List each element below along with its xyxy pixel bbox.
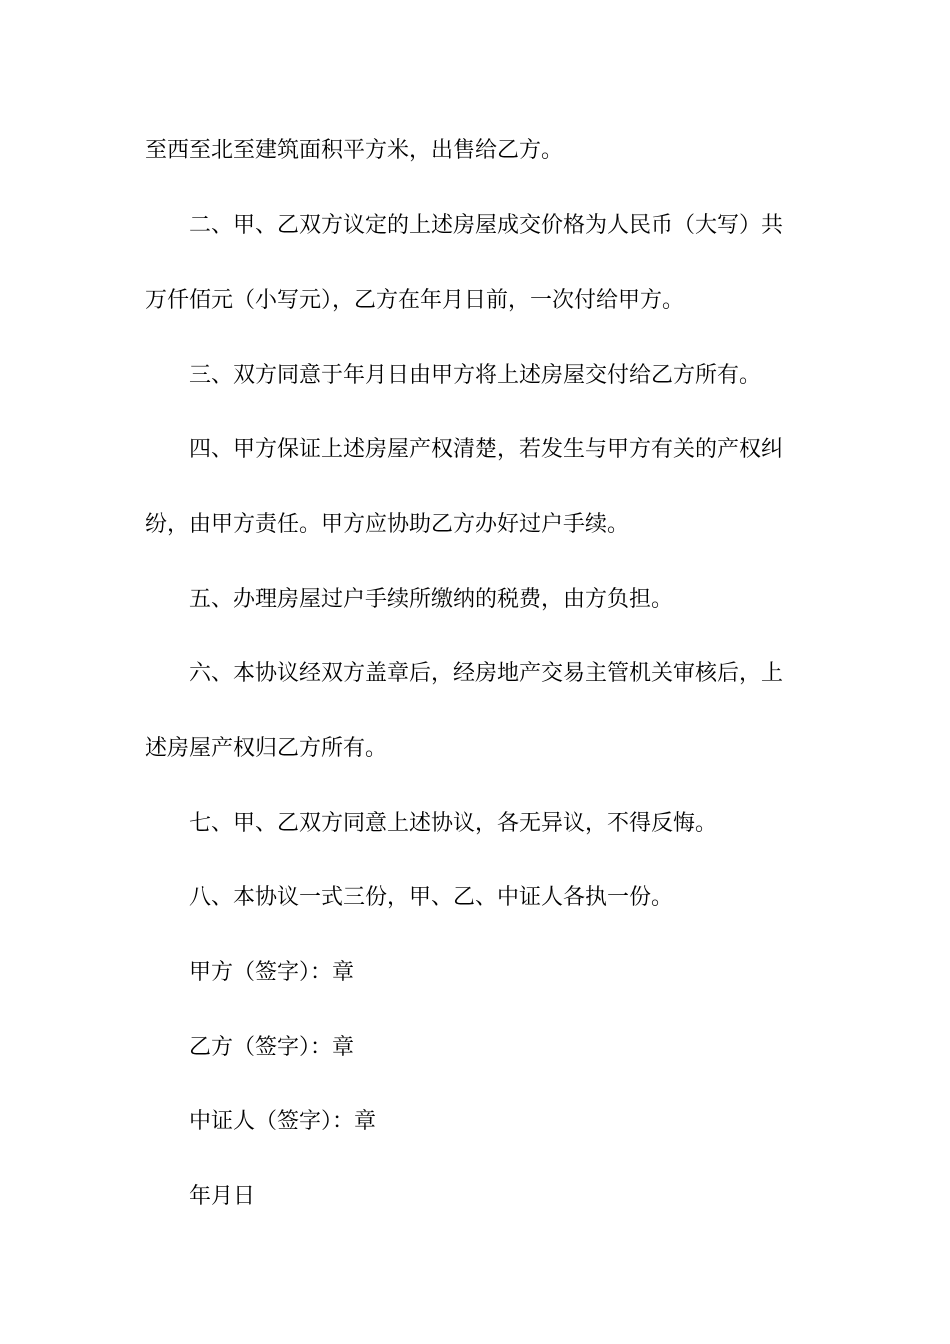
clause-four-line-1: 四、甲方保证上述房屋产权清楚，若发生与甲方有关的产权纠 xyxy=(189,437,784,462)
date-line: 年月日 xyxy=(189,1184,256,1209)
clause-eight: 八、本协议一式三份，甲、乙、中证人各执一份。 xyxy=(189,885,674,910)
clause-seven: 七、甲、乙双方同意上述协议，各无异议，不得反悔。 xyxy=(189,811,718,836)
clause-six-line-1: 六、本协议经双方盖章后，经房地产交易主管机关审核后，上 xyxy=(189,661,784,686)
clause-two-line-1: 二、甲、乙双方议定的上述房屋成交价格为人民币（大写）共 xyxy=(189,213,784,238)
party-b-signature: 乙方（签字）：章 xyxy=(189,1035,355,1060)
clause-one-continuation: 至西至北至建筑面积平方米，出售给乙方。 xyxy=(145,138,564,163)
party-a-signature: 甲方（签字）：章 xyxy=(189,960,355,985)
clause-three: 三、双方同意于年月日由甲方将上述房屋交付给乙方所有。 xyxy=(189,363,762,388)
clause-two-line-2: 万仟佰元（小写元），乙方在年月日前，一次付给甲方。 xyxy=(145,288,685,313)
clause-five: 五、办理房屋过户手续所缴纳的税费，由方负担。 xyxy=(189,587,674,612)
witness-signature: 中证人（签字）：章 xyxy=(189,1109,377,1134)
clause-six-line-2: 述房屋产权归乙方所有。 xyxy=(145,736,388,761)
clause-four-line-2: 纷，由甲方责任。甲方应协助乙方办好过户手续。 xyxy=(145,512,630,537)
